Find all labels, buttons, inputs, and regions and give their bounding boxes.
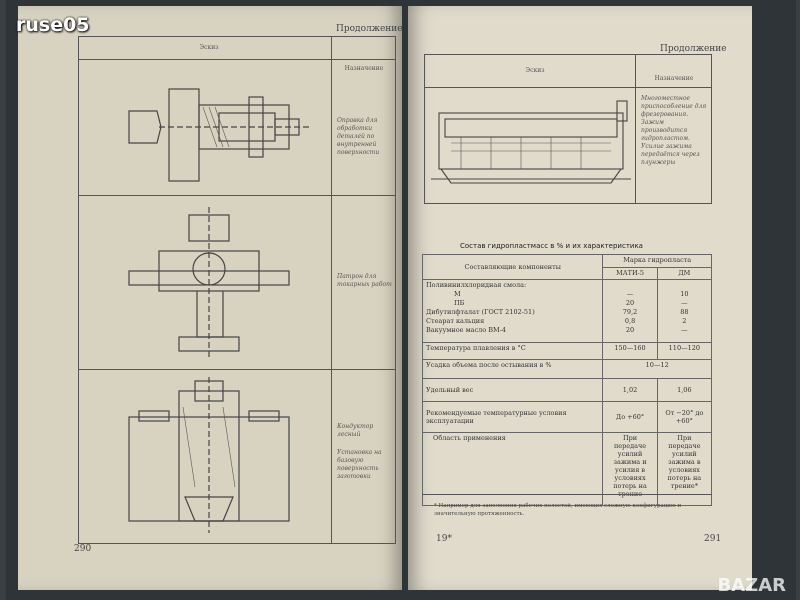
left-note-4: Установка на базовую поверхность заготовки [337, 449, 382, 480]
right-note: Многоместное приспособление для фрезерования. Зажим производится гидропластом. Усилие зажима передаётся через плунжеры [641, 95, 707, 166]
table-row: Температура плавления в °С 150—160 110—120 [423, 343, 712, 360]
col-dm: ДМ [657, 267, 711, 280]
composition-table-title: Состав гидропластмасс в % и их характеристика [460, 242, 643, 250]
signature-mark: 19* [436, 534, 452, 544]
right-page-number: 291 [704, 534, 722, 544]
table-header-row [423, 255, 712, 268]
col-components: Составляющие компоненты [423, 255, 603, 280]
left-table [78, 36, 396, 544]
footnote: * Например для заполнения рабочих полостей, имеющих сложную конфигурацию и значительную протяженность. [434, 503, 682, 517]
chuck-sketch [99, 207, 319, 357]
book-spread [6, 0, 796, 600]
right-running-head: Продолжение [660, 44, 727, 54]
left-header-sketch: Эскиз [199, 44, 219, 51]
left-note-2: Патрон для токарных работ [337, 273, 392, 288]
left-note-1: Оправка для обработки деталей по внутренней поверхности [337, 117, 380, 156]
right-header-row [425, 55, 711, 88]
left-page-number: 290 [74, 544, 92, 554]
jig-sketch [99, 377, 319, 537]
table-row: Рекомендуемые температурные условия эксплуатации До +60° От −20° до +60° [423, 402, 712, 433]
left-row-divider-1 [79, 195, 395, 196]
left-page [18, 6, 402, 590]
composition-table [422, 254, 712, 506]
milling-fixture-sketch [431, 93, 631, 197]
bazar-watermark: BAZAR [717, 575, 786, 596]
col-mati5: МАТИ-5 [603, 267, 657, 280]
table-row: Поливинилхлоридная смола: М ПБ Дибутилфталат (ГОСТ 2102-51) Стеарат кальция Вакуумное масло ВМ-4 — 20 79,2 0,8 20 10 — 88 2 — [423, 280, 712, 343]
table-row: Усадка объема после остывания в % 10—12 [423, 360, 712, 379]
left-running-head: Продолжение [336, 24, 403, 34]
footnote-rule [422, 494, 712, 495]
right-col-divider [635, 55, 636, 203]
table-row: Удельный вес 1,02 1,06 [423, 379, 712, 402]
left-header-purpose: Назначение [344, 65, 384, 72]
right-page [408, 6, 752, 590]
right-header-purpose: Назначение [654, 75, 694, 82]
left-row-divider-2 [79, 369, 395, 370]
table-row: Область применения При передаче усилий зажима и усилия в условиях потерь на трение При передаче усилий зажима в условиях потерь на трение* [423, 433, 712, 506]
mandrel-sketch [99, 69, 319, 189]
left-note-3: Кондуктор лесный [337, 423, 374, 438]
left-col-divider [331, 37, 332, 543]
right-header-sketch: Эскиз [525, 67, 545, 74]
col-brand: Марка гидропласта [603, 255, 712, 268]
ruse05-logo: ruse05 [16, 14, 90, 36]
right-sketch-table [424, 54, 712, 204]
